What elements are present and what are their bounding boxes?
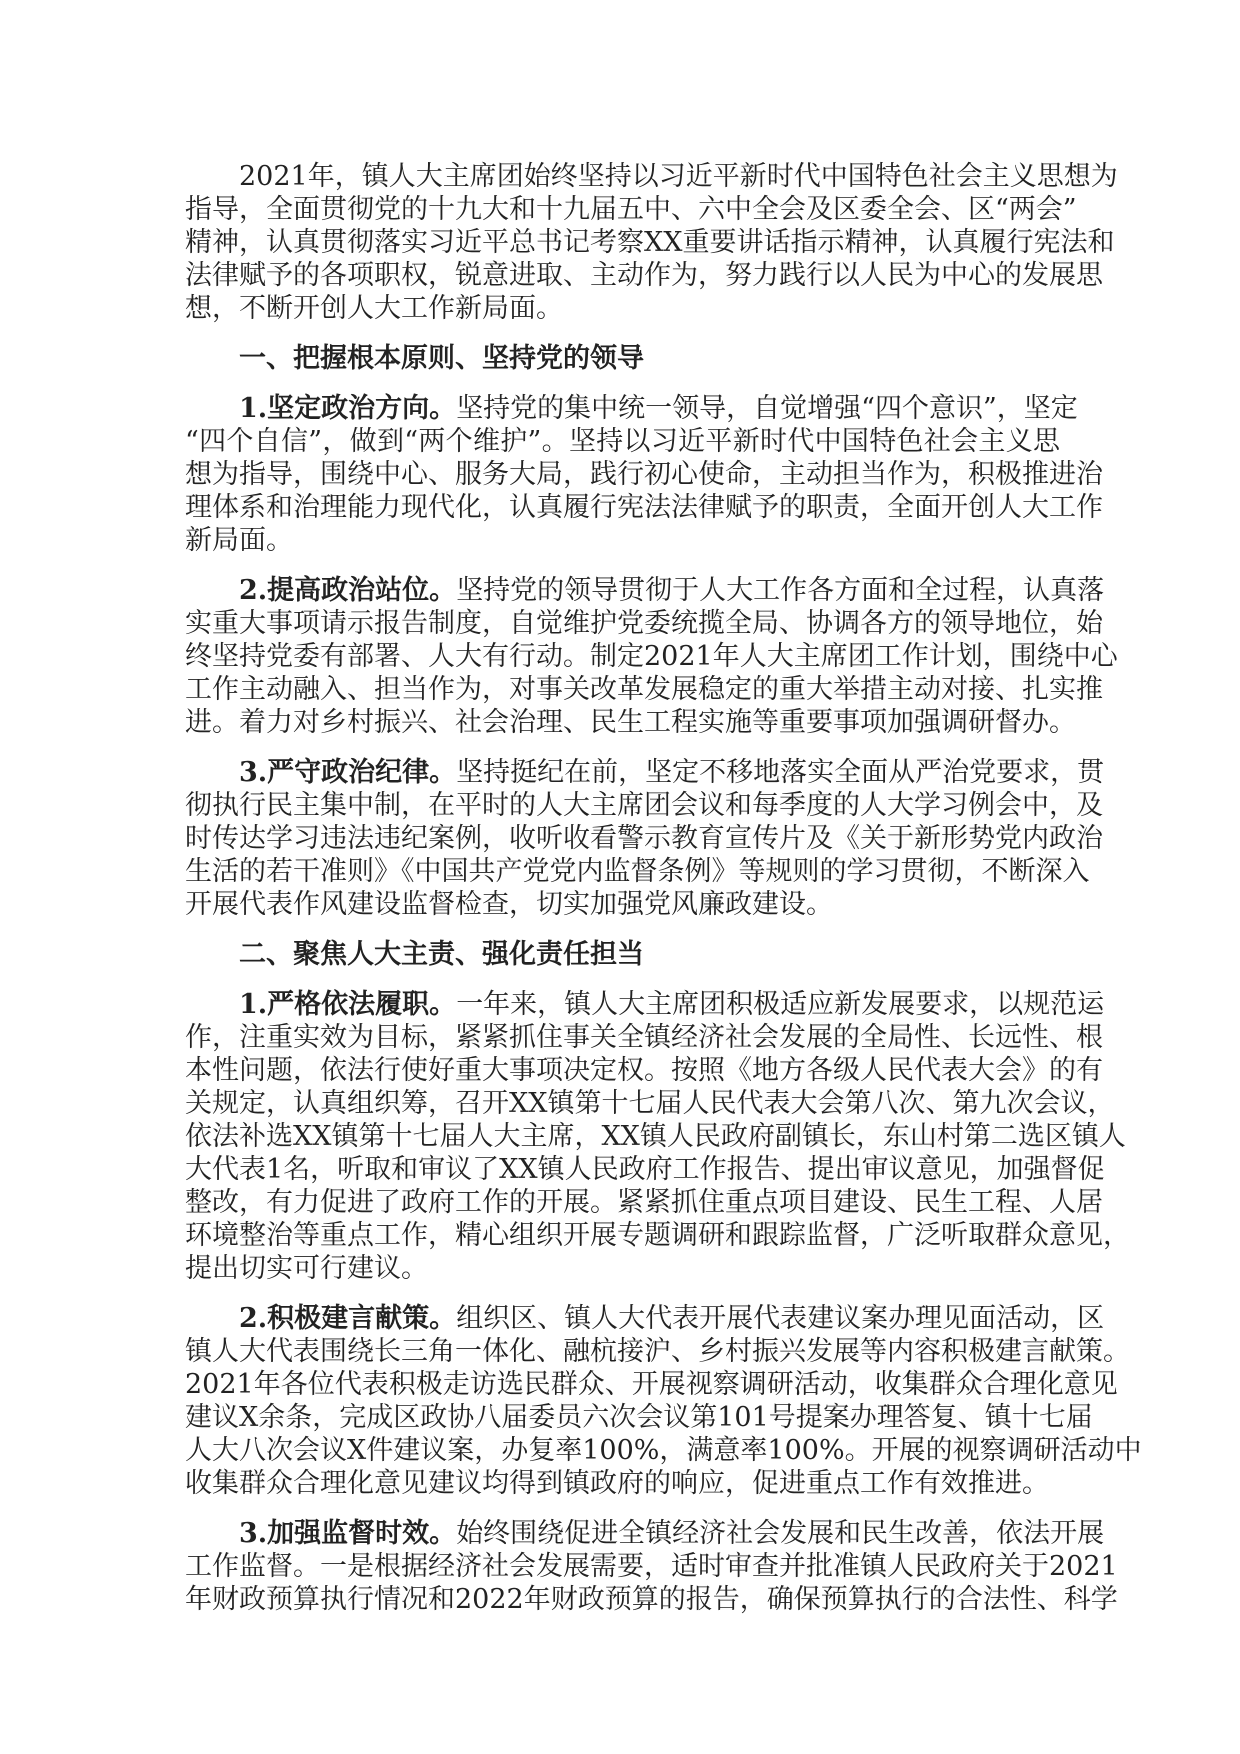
- text-run: 坚持党的领导贯彻于人大工作各方面和全过程，认真落: [456, 575, 1105, 606]
- text-run: 坚持党的集中统一领导，自觉增强“四个意识”，坚定: [456, 393, 1078, 424]
- text-run: 组织区、镇人大代表开展代表建议案办理见面活动，区: [456, 1303, 1105, 1334]
- text-line: 2021年各位代表积极走访选民群众、开展视察调研活动，收集群众合理化意见: [185, 1369, 1118, 1400]
- text-line: [185, 1302, 1105, 1335]
- paragraph-lead: 3.严守政治纪律。: [239, 757, 457, 788]
- paragraph-1-2: [185, 574, 1118, 739]
- text-line: 工作主动融入、担当作为，对事关改革发展稳定的重大举措主动对接、扎实推: [185, 674, 1103, 705]
- text-line: 精神，认真贯彻落实习近平总书记考察XX重要讲话指示精神，认真履行宪法和: [185, 227, 1115, 258]
- text-line: 2021年，镇人大主席团始终坚持以习近平新时代中国特色社会主义思想为: [239, 161, 1118, 192]
- section-heading: 一、把握根本原则、坚持党的领导: [239, 343, 644, 374]
- paragraph-1-3: [185, 756, 1105, 921]
- text-line: 作，注重实效为目标，紧紧抓住事关全镇经济社会发展的全局性、长远性、根: [185, 1022, 1103, 1053]
- text-line: 提出切实可行建议。: [185, 1253, 428, 1284]
- text-line: 整改，有力促进了政府工作的开展。紧紧抓住重点项目建设、民生工程、人居: [185, 1187, 1103, 1218]
- text-line: 开展代表作风建设监督检查，切实加强党风廉政建设。: [185, 889, 833, 920]
- text-line: 大代表1名，听取和审议了XX镇人民政府工作报告、提出审议意见，加强督促: [185, 1154, 1105, 1185]
- paragraph-lead: 2.积极建言献策。: [239, 1303, 457, 1334]
- text-run: 坚持挺纪在前，坚定不移地落实全面从严治党要求，贯: [456, 757, 1105, 788]
- paragraph-2-1: [185, 988, 1130, 1285]
- paragraph-lead: 1.严格依法履职。: [239, 989, 457, 1020]
- text-line: 本性问题，依法行使好重大事项决定权。按照《地方各级人民代表大会》的有: [185, 1055, 1103, 1086]
- text-line: [185, 1517, 1105, 1550]
- document-page: [185, 160, 1142, 1633]
- section-heading: 二、聚焦人大主责、强化责任担当: [239, 939, 644, 970]
- text-line: 新局面。: [185, 525, 293, 556]
- text-line: 环境整治等重点工作，精心组织开展专题调研和跟踪监督，广泛听取群众意见，: [185, 1220, 1130, 1251]
- text-line: 镇人大代表围绕长三角一体化、融杭接沪、乡村振兴发展等内容积极建言献策。: [185, 1336, 1130, 1367]
- text-line: 工作监督。一是根据经济社会发展需要，适时审查并批准镇人民政府关于2021: [185, 1551, 1118, 1582]
- paragraph-lead: 2.提高政治站位。: [239, 575, 457, 606]
- intro-paragraph: [185, 160, 1118, 325]
- text-line: 生活的若干准则》《中国共产党党内监督条例》等规则的学习贯彻，不断深入: [185, 856, 1090, 887]
- text-line: “四个自信”，做到“两个维护”。坚持以习近平新时代中国特色社会主义思: [185, 426, 1060, 457]
- text-line: [185, 574, 1105, 607]
- paragraph-1-1: [185, 392, 1103, 557]
- paragraph-lead: 1.坚定政治方向。: [239, 393, 457, 424]
- text-line: 想为指导，围绕中心、服务大局，践行初心使命，主动担当作为，积极推进治: [185, 459, 1103, 490]
- text-line: 终坚持党委有部署、人大有行动。制定2021年人大主席团工作计划，围绕中心: [185, 641, 1118, 672]
- text-line: 理体系和治理能力现代化，认真履行宪法法律赋予的职责，全面开创人大工作: [185, 492, 1103, 523]
- text-line: 指导，全面贯彻党的十九大和十九届五中、六中全会及区委全会、区“两会”: [185, 194, 1077, 225]
- text-line: 时传达学习违法违纪案例，收听收看警示教育宣传片及《关于新形势党内政治: [185, 823, 1103, 854]
- text-line: 建议X余条，完成区政协八届委员六次会议第101号提案办理答复、镇十七届: [185, 1402, 1093, 1433]
- text-run: 始终围绕促进全镇经济社会发展和民生改善，依法开展: [456, 1518, 1105, 1549]
- text-line: 人大八次会议X件建议案，办复率100%，满意率100%。开展的视察调研活动中: [185, 1435, 1142, 1466]
- text-line: 依法补选XX镇第十七届人大主席，XX镇人民政府副镇长，东山村第二选区镇人: [185, 1121, 1126, 1152]
- text-line: 彻执行民主集中制，在平时的人大主席团会议和每季度的人大学习例会中，及: [185, 790, 1103, 821]
- text-run: 一年来，镇人大主席团积极适应新发展要求，以规范运: [456, 989, 1105, 1020]
- text-line: [185, 392, 1078, 425]
- paragraph-2-2: [185, 1302, 1142, 1500]
- text-line: [185, 756, 1105, 789]
- text-line: [185, 988, 1105, 1021]
- paragraph-lead: 3.加强监督时效。: [239, 1518, 457, 1549]
- text-line: 法律赋予的各项职权，锐意进取、主动作为，努力践行以人民为中心的发展思: [185, 260, 1103, 291]
- text-line: 年财政预算执行情况和2022年财政预算的报告，确保预算执行的合法性、科学: [185, 1584, 1118, 1615]
- text-line: 收集群众合理化意见建议均得到镇政府的响应，促进重点工作有效推进。: [185, 1468, 1049, 1499]
- text-line: 关规定，认真组织筹，召开XX镇第十七届人民代表大会第八次、第九次会议，: [185, 1088, 1115, 1119]
- text-line: 想，不断开创人大工作新局面。: [185, 293, 563, 324]
- paragraph-2-3: [185, 1517, 1118, 1616]
- text-line: 实重大事项请示报告制度，自觉维护党委统揽全局、协调各方的领导地位，始: [185, 608, 1103, 639]
- text-line: 进。着力对乡村振兴、社会治理、民生工程实施等重要事项加强调研督办。: [185, 707, 1076, 738]
